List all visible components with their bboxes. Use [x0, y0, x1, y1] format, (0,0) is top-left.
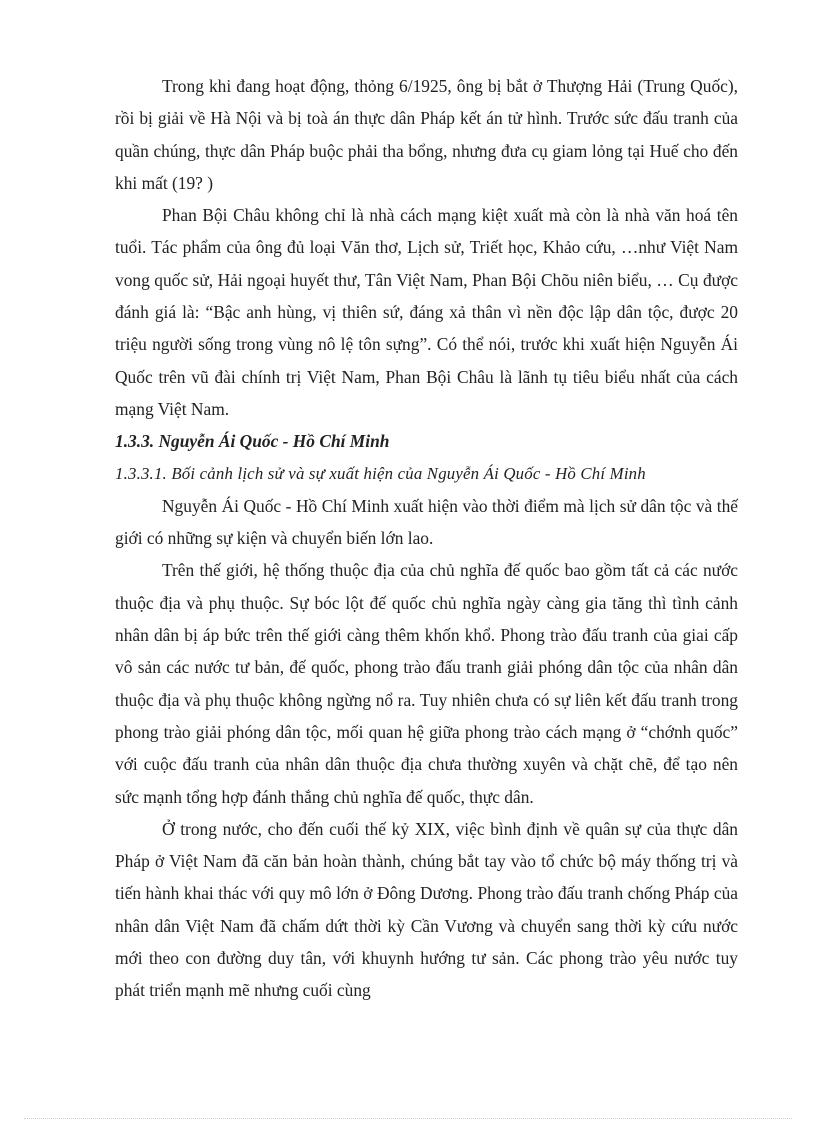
subsection-heading: 1.3.3.1. Bối cảnh lịch sử và sự xuất hiện của Nguyễn Ái Quốc - Hồ Chí Minh — [115, 463, 646, 483]
paragraph-phan-boi-chau: Phan Bội Châu không chỉ là nhà cách mạng kiệt xuất mà còn là nhà văn hoá tên tuổi. Tác phẩm của ông đủ loại Văn thơ, Lịch sử, Triết học, Khảo cứu, …như Việt Nam vong quốc sử, Hải ngoại huyết thư, Tân Việt Nam, Phan Bội Chõu niên biểu, … Cụ được đánh giá là: “Bậc anh hùng, vị thiên sứ, đáng xả thân vì nền độc lập dân tộc, được 20 triệu người sống trong vùng nô lệ tôn sựng”. Có thể nói, trước khi xuất hiện Nguyễn Ái Quốc trên vũ đài chính trị Việt Nam, Phan Bội Châu là lãnh tụ tiêu biểu nhất của cách mạng Việt Nam. — [115, 205, 738, 419]
section-heading: 1.3.3. Nguyễn Ái Quốc - Hồ Chí Minh — [115, 431, 390, 452]
document-page — [115, 70, 738, 1007]
paragraph-domestic-context: Ở trong nước, cho đến cuối thế kỷ XIX, việc bình định về quân sự của thực dân Pháp ở Việt Nam đã căn bản hoàn thành, chúng bắt tay vào tổ chức bộ máy thống trị và tiến hành khai thác với quy mô lớn ở Đông Dương. Phong trào đấu tranh chống Pháp của nhân dân Việt Nam đã chấm dứt thời kỳ Cần Vương và chuyển sang thời kỳ cứu nước mới theo con đường duy tân, với khuynh hướng tư sản. Các phong trào yêu nước tuy phát triển mạnh mẽ nhưng cuối cùng — [115, 818, 738, 1001]
paragraph-world-context: Trên thế giới, hệ thống thuộc địa của chủ nghĩa đế quốc bao gồm tất cả các nước thuộc địa và phụ thuộc. Sự bóc lột đế quốc chủ nghĩa ngày càng gia tăng thì tình cảnh nhân dân bị áp bức trên thế giới càng thêm khốn khổ. Phong trào đấu tranh của giai cấp vô sản các nước tư bản, đế quốc, phong trào đấu tranh giải phóng dân tộc của nhân dân thuộc địa và phụ thuộc không ngừng nổ ra. Tuy nhiên chưa có sự liên kết đấu tranh trong phong trào giải phóng dân tộc, mối quan hệ giữa phong trào cách mạng ở “chớnh quốc” với cuộc đấu tranh của nhân dân thuộc địa chưa thường xuyên và chặt chẽ, để tạo nên sức mạnh tổng hợp đánh thắng chủ nghĩa đế quốc, thực dân. — [115, 560, 738, 807]
page-bottom-divider — [24, 1118, 792, 1119]
paragraph-context-intro: Nguyễn Ái Quốc - Hồ Chí Minh xuất hiện vào thời điểm mà lịch sử dân tộc và thế giới có những sự kiện và chuyển biến lớn lao. — [115, 495, 738, 549]
paragraph-arrest: Trong khi đang hoạt động, thỏng 6/1925, ông bị bắt ở Thượng Hải (Trung Quốc), rồi bị giải về Hà Nội và bị toà án thực dân Pháp kết án tử hình. Trước sức đấu tranh của quần chúng, thực dân Pháp buộc phải tha bổng, nhưng đưa cụ giam lỏng tại Huế cho đến khi mất (19? ) — [115, 76, 738, 193]
